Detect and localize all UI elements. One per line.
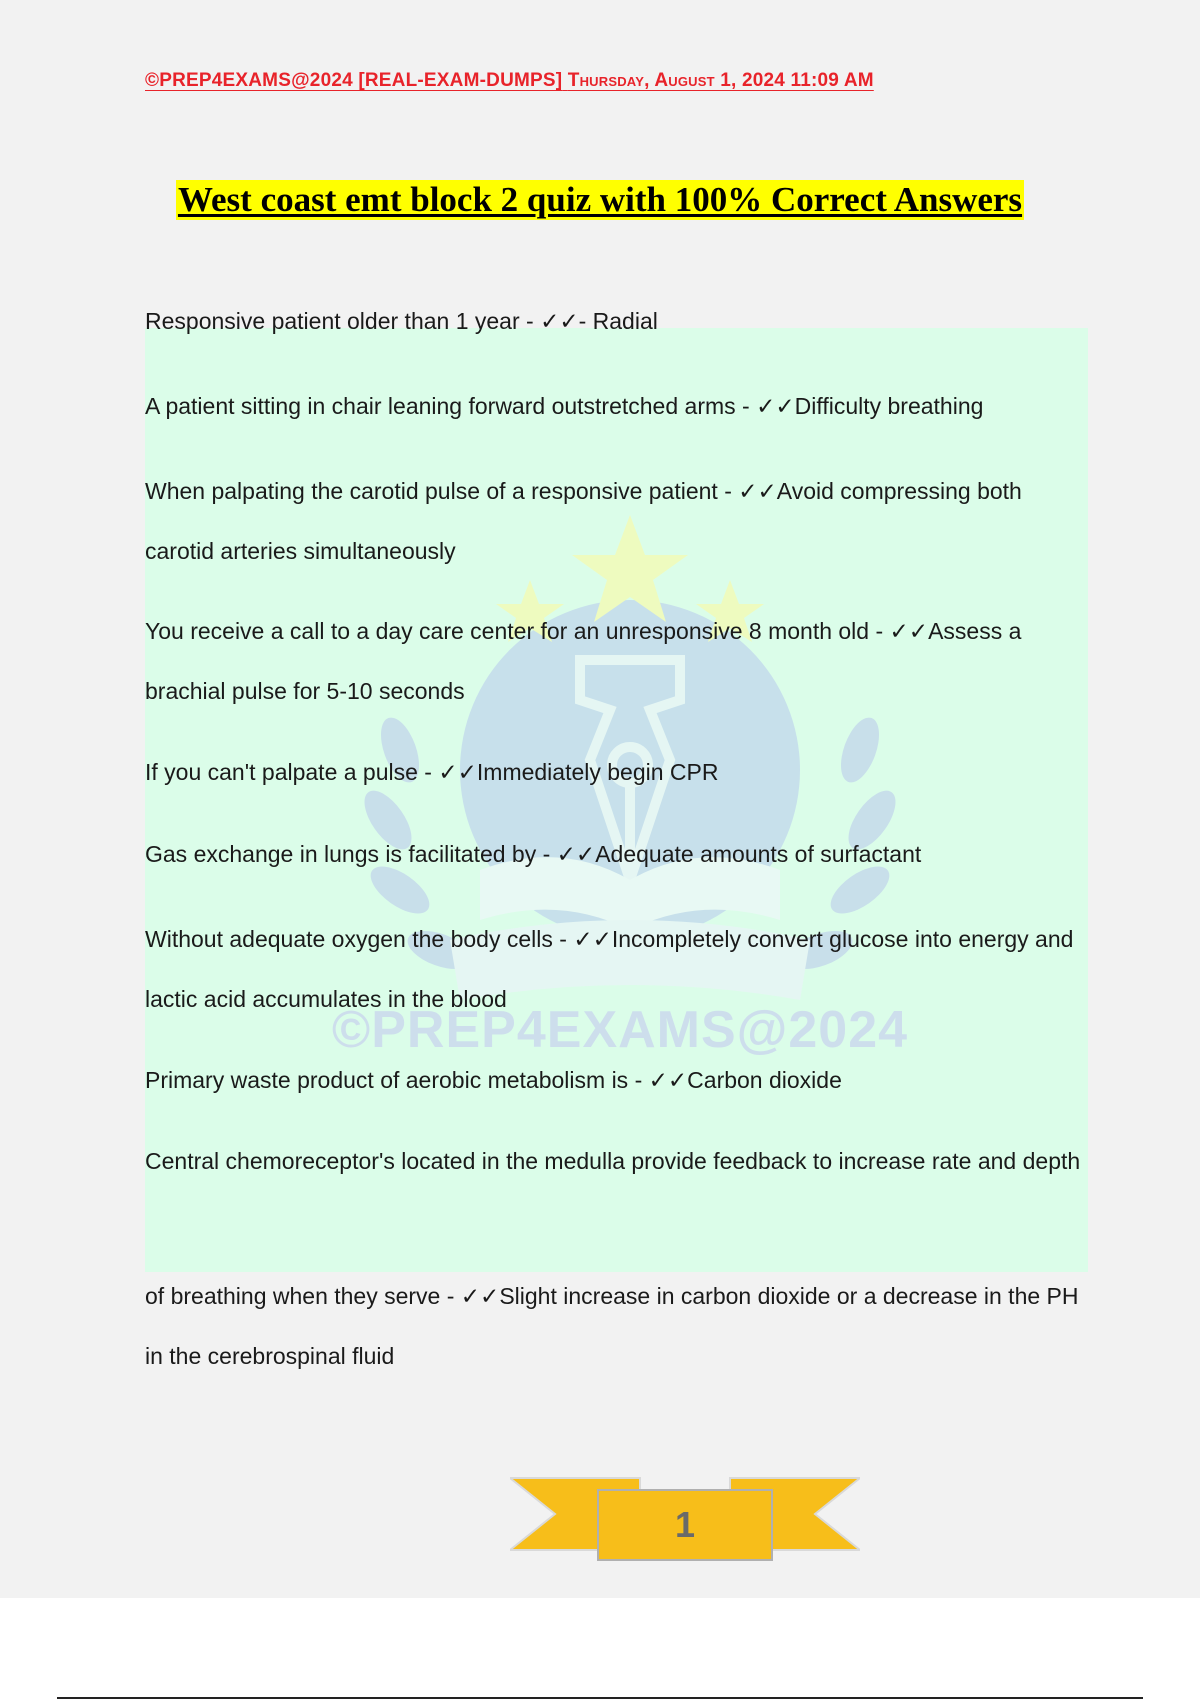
header-copyright: ©PREP4EXAMS@2024 [REAL-EXAM-DUMPS] xyxy=(145,70,563,91)
document-title: West coast emt block 2 quiz with 100% Correct Answers xyxy=(177,180,1023,219)
qa-item: If you can't palpate a pulse - ✓✓Immediately begin CPR xyxy=(145,759,719,785)
qa-item: A patient sitting in chair leaning forward outstretched arms - ✓✓Difficulty breathing xyxy=(145,393,984,419)
qa-item: Responsive patient older than 1 year - ✓✓- Radial xyxy=(145,308,658,334)
qa-item: Without adequate oxygen the body cells - ✓✓Incompletely convert glucose into energy and lactic acid accumulates in the blood xyxy=(145,926,1074,1012)
page-number: 1 xyxy=(674,1504,696,1545)
qa-item: Gas exchange in lungs is facilitated by - ✓✓Adequate amounts of surfactant xyxy=(145,841,922,867)
qa-item: When palpating the carotid pulse of a responsive patient - ✓✓Avoid compressing both carotid arteries simultaneously xyxy=(145,478,1022,564)
page-header xyxy=(145,70,1037,92)
qa-item: You receive a call to a day care center for an unresponsive 8 month old - ✓✓Assess a brachial pulse for 5-10 seconds xyxy=(145,618,1022,704)
title-container xyxy=(0,180,1200,220)
bottom-divider xyxy=(57,1697,1143,1699)
qa-item: of breathing when they serve - ✓✓Slight increase in carbon dioxide or a decrease in the PH in the cerebrospinal fluid xyxy=(145,1283,1079,1369)
watermark-text: ©PREP4EXAMS@2024 xyxy=(331,1001,909,1059)
qa-item: Primary waste product of aerobic metabolism is - ✓✓Carbon dioxide xyxy=(145,1067,842,1093)
qa-item: Central chemoreceptor's located in the medulla provide feedback to increase rate and depth xyxy=(145,1148,1081,1174)
header-date: Thursday, August 1, 2024 11:09 AM xyxy=(567,70,874,91)
